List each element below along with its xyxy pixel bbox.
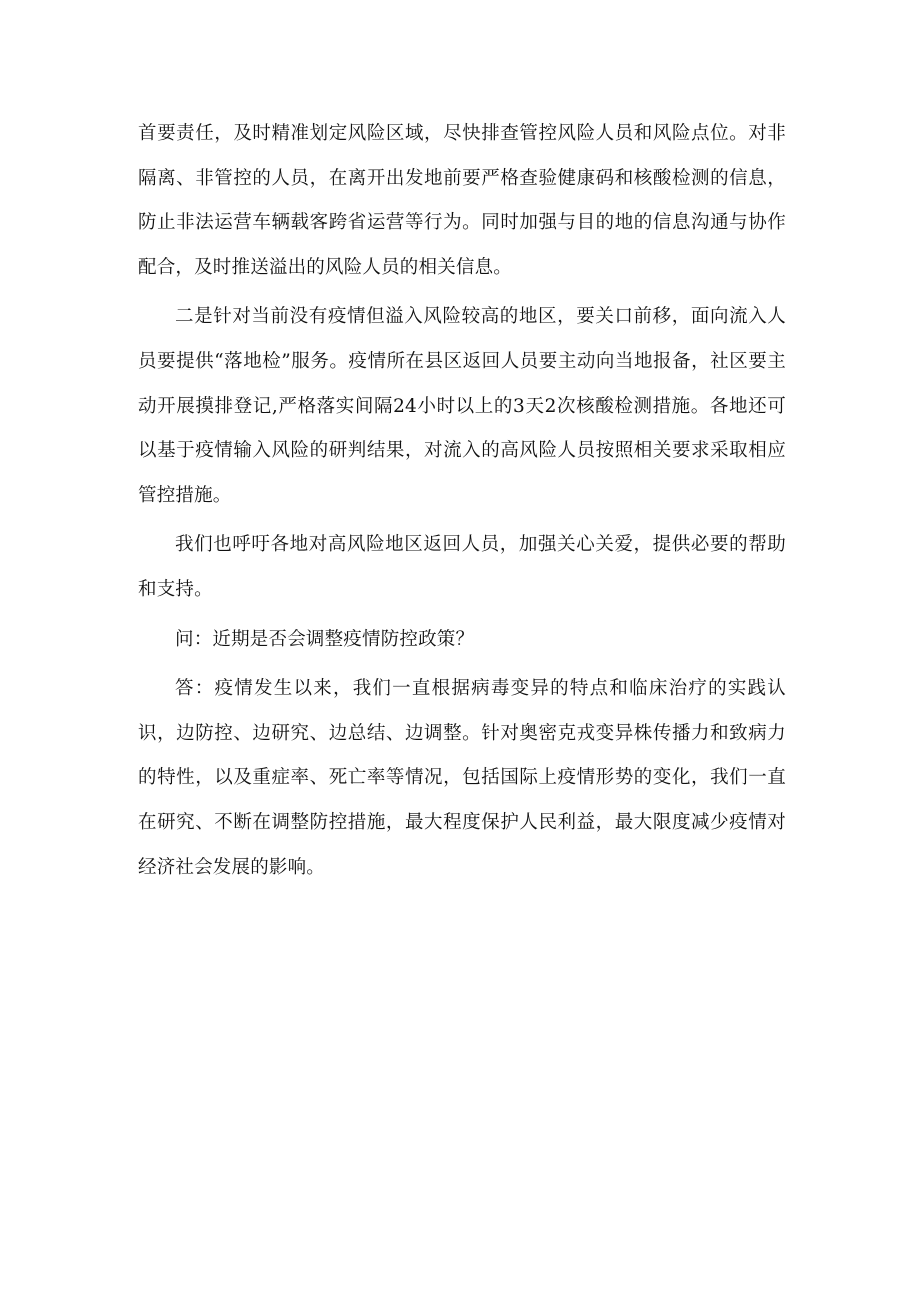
paragraph-question: 问：近期是否会调整疫情防控政策？ <box>175 628 475 650</box>
document-body <box>138 112 786 895</box>
paragraph-continuation: 首要责任，及时精准划定风险区域，尽快排查管控风险人员和风险点位。对非隔离、非管控的人员，在离开出发地前要严格查验健康码和核酸检测的信息，防止非法运营车辆载客跨省运营等行为。同时加强与目的地的信息沟通与协作配合，及时推送溢出的风险人员的相关信息。 <box>138 123 786 278</box>
paragraph-inbound-measures: 二是针对当前没有疫情但溢入风险较高的地区，要关口前移，面向流入人员要提供“落地检”服务。疫情所在县区返回人员要主动向当地报备，社区要主动开展摸排登记,严格落实间隔24小时以上的3天2次核酸检测措施。各地还可以基于疫情输入风险的研判结果，对流入的高风险人员按照相关要求采取相应管控措施。 <box>138 306 786 506</box>
paragraph-appeal: 我们也呼吁各地对高风险地区返回人员，加强关心关爱，提供必要的帮助和支持。 <box>138 534 786 600</box>
paragraph-answer: 答：疫情发生以来，我们一直根据病毒变异的特点和临床治疗的实践认识，边防控、边研究、边总结、边调整。针对奥密克戎变异株传播力和致病力的特性，以及重症率、死亡率等情况，包括国际上疫情形势的变化，我们一直在研究、不断在调整防控措施，最大程度保护人民利益，最大限度减少疫情对经济社会发展的影响。 <box>138 678 786 878</box>
